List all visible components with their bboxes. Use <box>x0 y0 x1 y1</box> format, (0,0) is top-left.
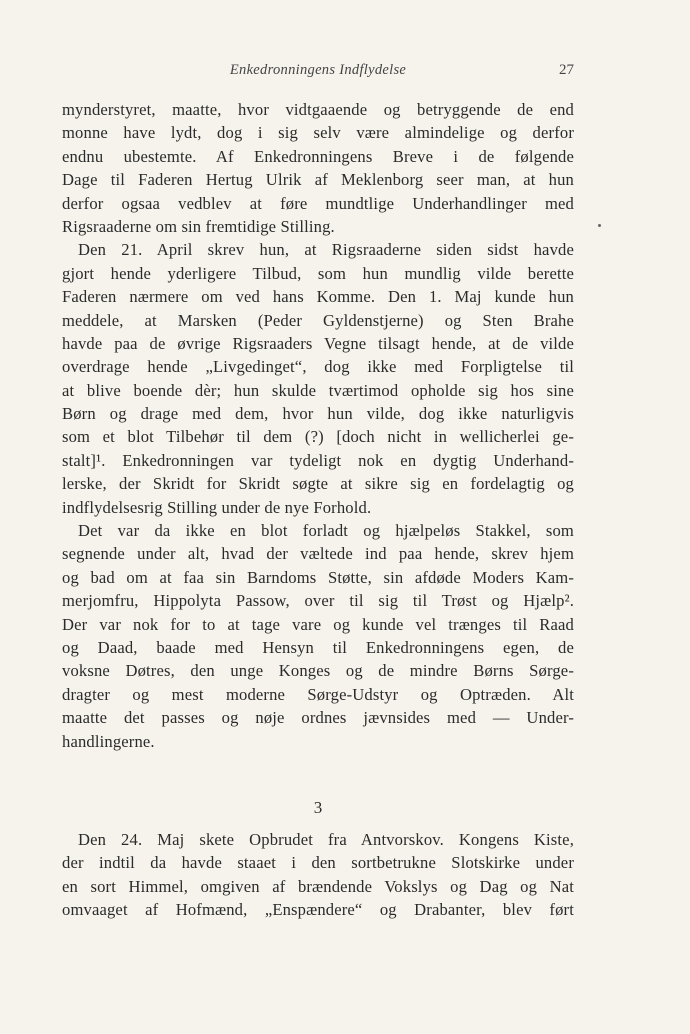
text-line: lerske, der Skridt for Skridt søgte at sikre sig en fordelagtig og <box>62 474 574 494</box>
text-line: overdrage hende „Livgedinget“, dog ikke med Forpligtelse til <box>62 357 574 377</box>
text-line: maatte det passes og nøje ordnes jævnsides med — Under- <box>62 708 574 728</box>
text-block-2 <box>62 828 574 922</box>
text-line: omvaaget af Hofmænd, „Enspændere“ og Drabanter, blev ført <box>62 900 574 920</box>
text-line: Dage til Faderen Hertug Ulrik af Meklenborg seer man, at hun <box>62 170 574 190</box>
text-line: segnende under alt, hvad der væltede ind paa hende, skrev hjem <box>62 544 574 564</box>
text-line: Den 24. Maj skete Opbrudet fra Antvorskov. Kongens Kiste, <box>78 830 574 849</box>
text-line: Børn og drage med dem, hvor hun vilde, dog ikke naturligvis <box>62 404 574 424</box>
running-title: Enkedronningens Indflydelse <box>229 62 407 78</box>
text-line: Rigsraaderne om sin fremtidige Stilling. <box>62 216 335 236</box>
text-line: der indtil da havde staaet i den sortbetrukne Slotskirke under <box>62 853 574 873</box>
text-line: Det var da ikke en blot forladt og hjælpeløs Stakkel, som <box>78 521 574 541</box>
text-line: monne have lydt, dog i sig selv være almindelige og derfor <box>62 123 574 143</box>
text-line: Den 21. April skrev hun, at Rigsraaderne siden sidst havde <box>78 240 574 260</box>
text-line: som et blot Tilbehør til dem (?) [doch nicht in wellicherlei ge- <box>62 427 574 447</box>
text-line: stalt]¹. Enkedronningen var tydeligt nok en dygtig Underhand- <box>62 450 574 470</box>
text-line: havde paa de øvrige Rigsraaders Vegne tilsagt hende, at de vilde <box>62 333 574 353</box>
text-line: mynderstyret, maatte, hvor vidtgaaende og betryggende de end <box>62 100 574 119</box>
text-line: og bad om at faa sin Barndoms Støtte, sin afdøde Moders Kam- <box>62 567 574 587</box>
text-line: merjomfru, Hippolyta Passow, over til sig til Trøst og Hjælp². <box>62 591 574 611</box>
text-line: en sort Himmel, omgiven af brændende Vokslys og Dag og Nat <box>62 876 574 896</box>
margin-mark <box>598 224 601 227</box>
text-block-1 <box>62 98 574 753</box>
text-line: gjort hende yderligere Tilbud, som hun mundlig vilde berette <box>62 263 574 283</box>
text-line: dragter og mest moderne Sørge-Udstyr og Optræden. Alt <box>62 684 574 704</box>
text-line: at blive boende dèr; hun skulde tværtimod opholde sig hos sine <box>62 380 574 400</box>
page-header <box>62 62 574 82</box>
text-line: Der var nok for to at tage vare og kunde vel trænges til Raad <box>62 614 574 634</box>
text-line: voksne Døtres, den unge Konges og de mindre Børns Sørge- <box>62 661 574 681</box>
section-number: 3 <box>313 798 323 817</box>
page-number: 27 <box>559 62 574 78</box>
text-line: og Daad, baade med Hensyn til Enkedronningens egen, de <box>62 637 574 657</box>
text-line: Faderen nærmere om ved hans Komme. Den 1. Maj kunde hun <box>62 287 574 307</box>
text-line: handlingerne. <box>62 731 155 751</box>
text-line: meddele, at Marsken (Peder Gyldenstjerne) og Sten Brahe <box>62 310 574 330</box>
text-line: indflydelsesrig Stilling under de nye Forhold. <box>62 497 372 517</box>
text-line: derfor ogsaa vedblev at føre mundtlige Underhandlinger med <box>62 193 574 213</box>
text-line: endnu ubestemte. Af Enkedronningens Breve i de følgende <box>62 146 574 166</box>
